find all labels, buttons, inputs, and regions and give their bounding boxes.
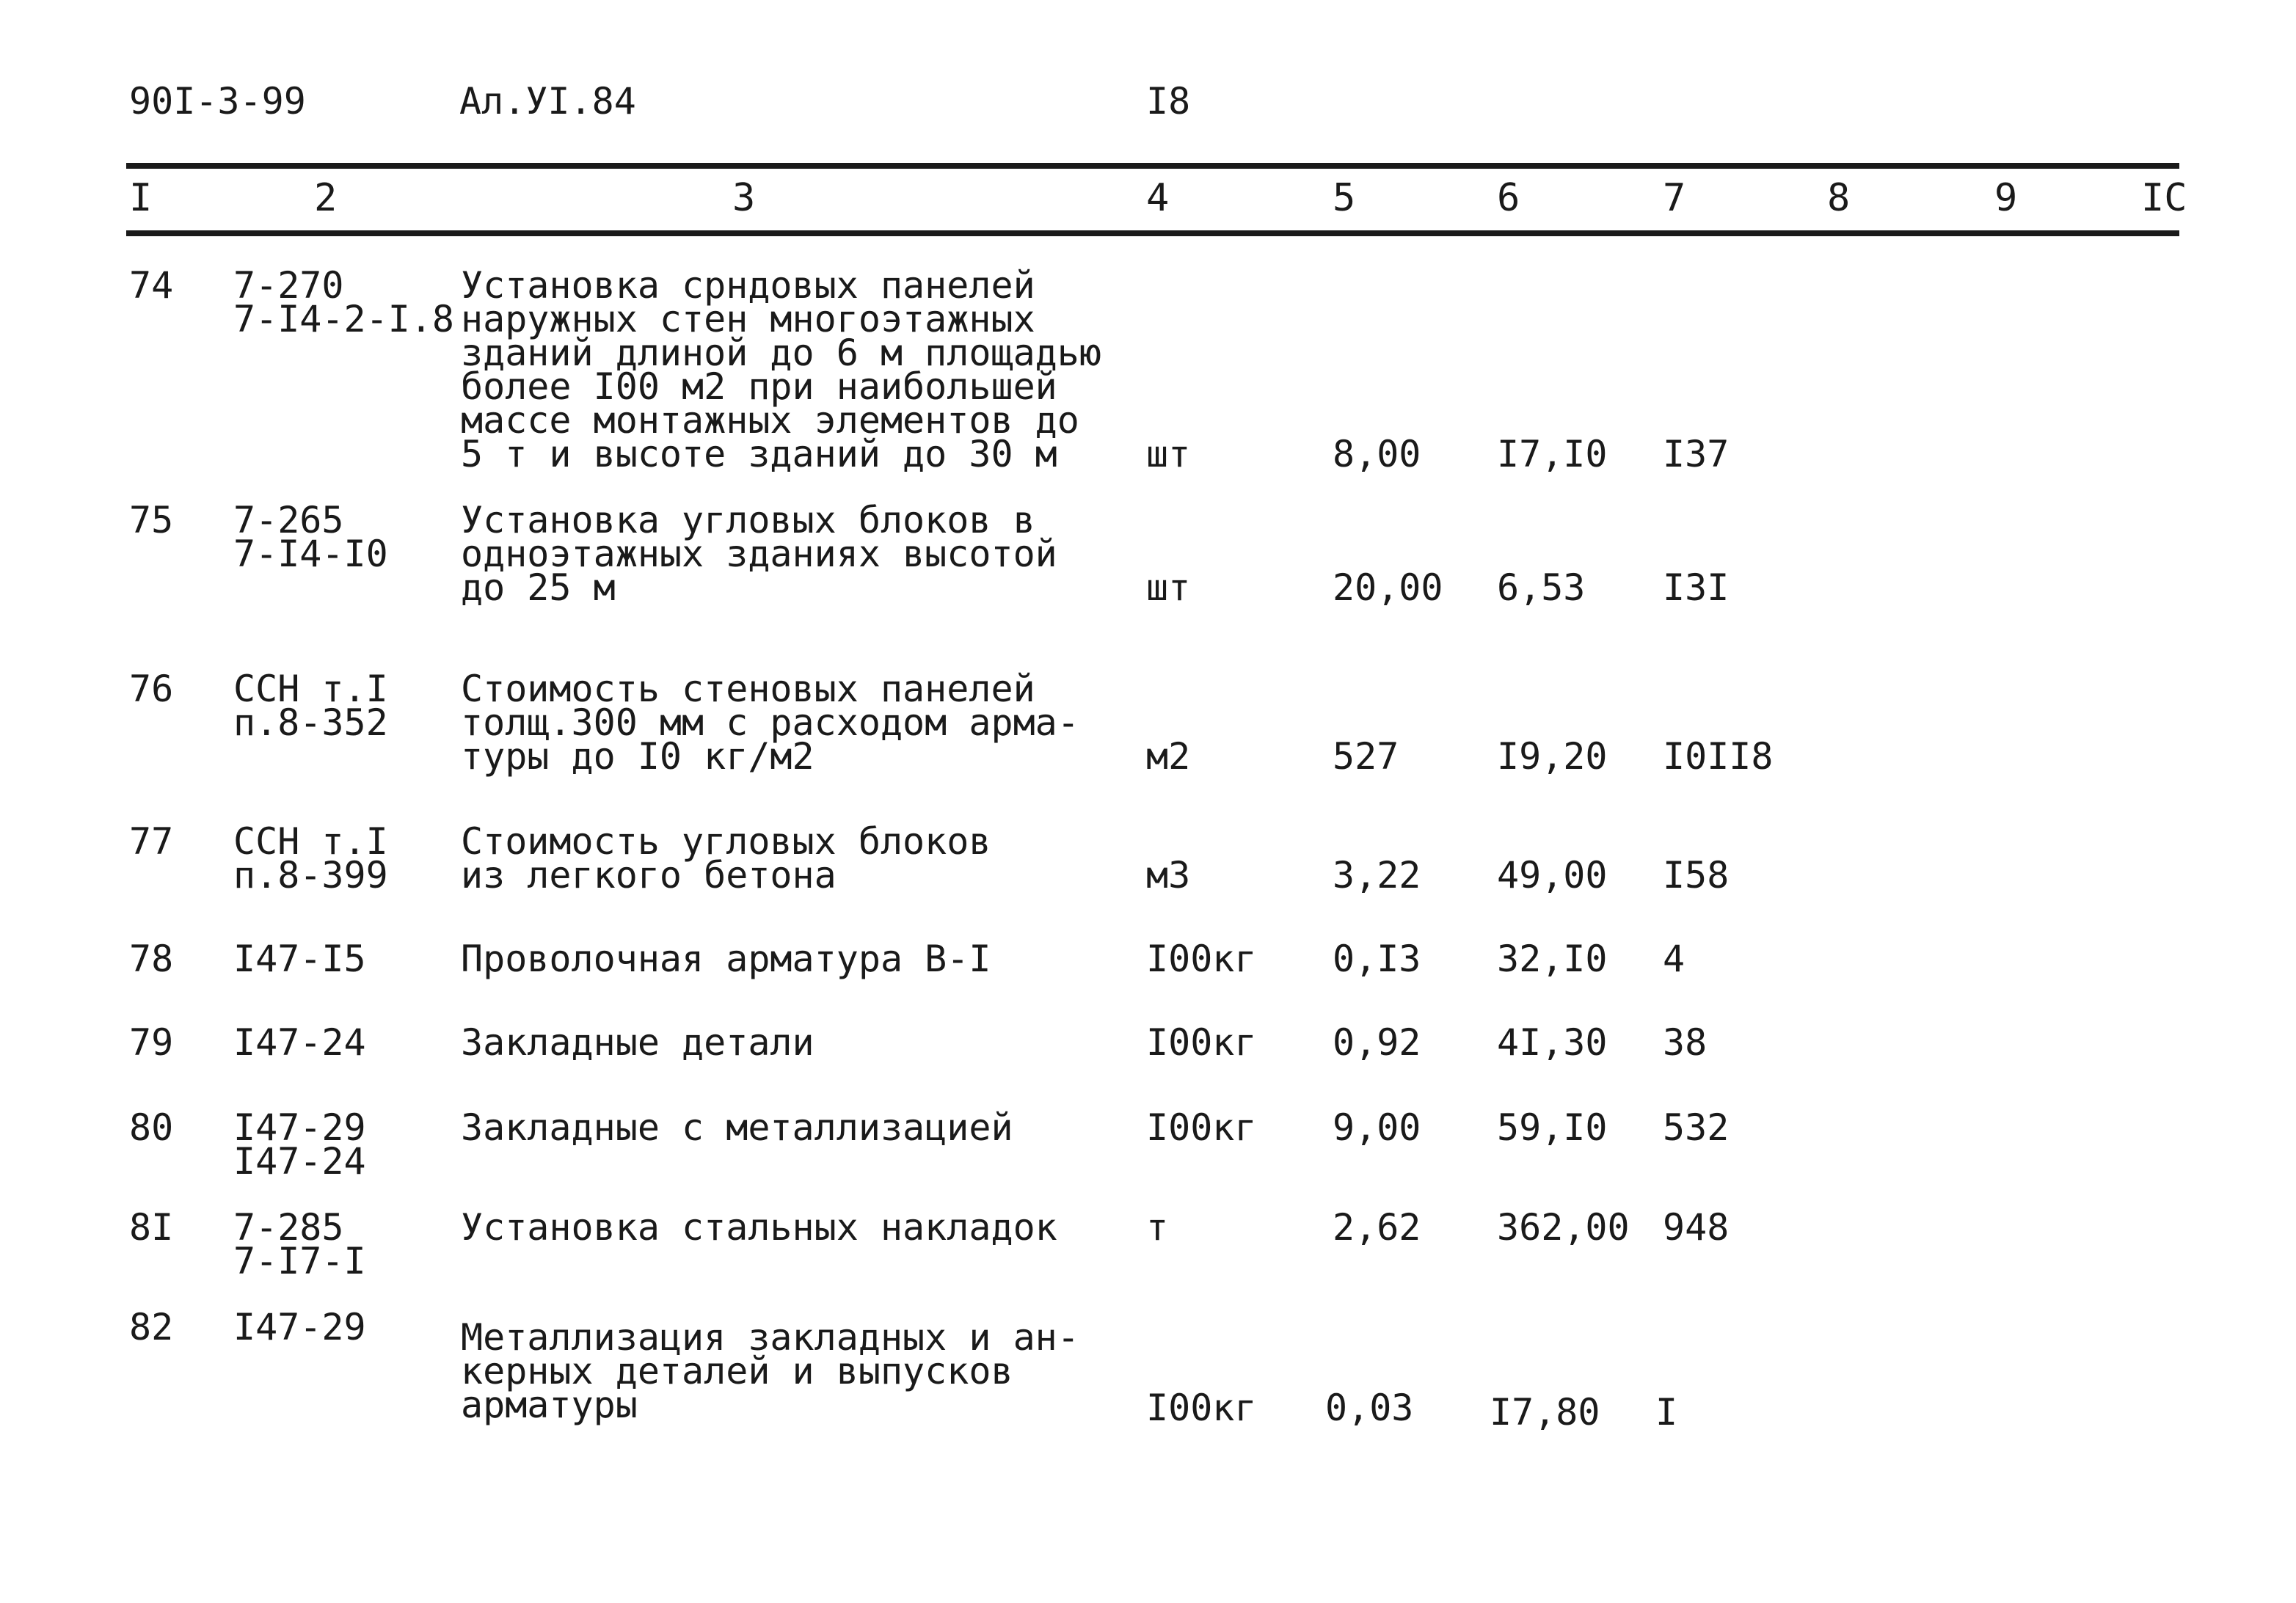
column-number: 2 — [314, 176, 338, 220]
quantity: 2,62 — [1333, 1206, 1421, 1249]
unit: шт — [1146, 566, 1191, 609]
work-description — [461, 1316, 1121, 1426]
description-line: керных деталей и выпусков — [461, 1350, 1013, 1392]
description-line: Проволочная арматура В-I — [461, 938, 991, 980]
column-number: 5 — [1333, 176, 1356, 220]
description-line: Стоимость стеновых панелей — [461, 668, 1035, 710]
quantity: 0,92 — [1333, 1021, 1421, 1064]
rate-code-line: п.8-352 — [233, 701, 388, 744]
row-number: 78 — [129, 938, 174, 980]
column-number: IC — [2141, 176, 2187, 220]
rate-code — [233, 938, 366, 980]
unit-price: 49,00 — [1497, 854, 1608, 897]
column-number: 4 — [1146, 176, 1170, 220]
column-number: 6 — [1497, 176, 1520, 220]
total-cost: 532 — [1663, 1106, 1730, 1149]
rate-code — [233, 1306, 366, 1348]
row-number: 77 — [129, 820, 174, 863]
work-description — [461, 668, 1121, 778]
unit-price: 6,53 — [1497, 566, 1586, 609]
unit: м3 — [1146, 854, 1191, 897]
description-line: массе монтажных элементов до — [461, 399, 1079, 442]
total-cost: 4 — [1663, 938, 1685, 980]
description-line: Стоимость угловых блоков — [461, 820, 991, 863]
description-line: Установка стальных накладок — [461, 1206, 1057, 1249]
quantity: 0,03 — [1325, 1387, 1414, 1429]
total-cost: I37 — [1663, 433, 1730, 475]
unit: I00кг — [1146, 1021, 1257, 1064]
description-line: 5 т и высоте зданий до 30 м — [461, 433, 1057, 475]
unit-price: 32,I0 — [1497, 938, 1608, 980]
quantity: 3,22 — [1333, 854, 1421, 897]
rate-code-line: 7-270 — [233, 264, 344, 307]
rate-code-line: ССН т.I — [233, 668, 388, 710]
row-number: 82 — [129, 1306, 174, 1348]
work-description — [461, 820, 1121, 897]
album-number: Ал.УI.84 — [459, 80, 636, 123]
unit: I00кг — [1146, 1387, 1257, 1429]
total-cost: I3I — [1663, 566, 1730, 609]
rate-code-line: 7-I4-2-I.8 — [233, 298, 455, 340]
quantity: 9,00 — [1333, 1106, 1421, 1149]
rate-code-line: 7-285 — [233, 1206, 344, 1249]
description-line: толщ.300 мм с расходом арма- — [461, 701, 1079, 744]
rate-code — [233, 1106, 366, 1183]
rate-code-line: I47-29 — [233, 1306, 366, 1348]
rate-code-line: I47-24 — [233, 1021, 366, 1064]
column-number: 8 — [1827, 176, 1851, 220]
rate-code-line: 7-I7-I — [233, 1240, 366, 1282]
row-number: 79 — [129, 1021, 174, 1064]
total-cost: I — [1655, 1391, 1678, 1434]
rate-code-line: 7-265 — [233, 499, 344, 541]
rate-code-line: I47-I5 — [233, 938, 366, 980]
total-cost: 948 — [1663, 1206, 1730, 1249]
work-description — [461, 1021, 1121, 1064]
total-cost: I58 — [1663, 854, 1730, 897]
total-cost: I0II8 — [1663, 735, 1774, 778]
header-bottom-rule — [126, 230, 2179, 236]
description-line: Металлизация закладных и ан- — [461, 1316, 1079, 1359]
description-line: до 25 м — [461, 566, 616, 609]
description-line: более I00 м2 при наибольшей — [461, 365, 1057, 408]
rate-code-line: I47-29 — [233, 1106, 366, 1149]
unit: т — [1146, 1206, 1169, 1249]
unit: шт — [1146, 433, 1191, 475]
description-line: из легкого бетона — [461, 854, 837, 897]
rate-code-line: п.8-399 — [233, 854, 388, 897]
description-line: Установка угловых блоков в — [461, 499, 1035, 541]
description-line: Закладные с металлизацией — [461, 1106, 1013, 1149]
unit: I00кг — [1146, 1106, 1257, 1149]
work-description — [461, 1206, 1121, 1249]
row-number: 75 — [129, 499, 174, 541]
unit-price: 4I,30 — [1497, 1021, 1608, 1064]
rate-code-line: I47-24 — [233, 1140, 366, 1183]
column-number: 3 — [732, 176, 756, 220]
unit-price: I7,I0 — [1497, 433, 1608, 475]
column-number: I — [129, 176, 153, 220]
rate-code — [233, 264, 455, 340]
description-line: туры до I0 кг/м2 — [461, 735, 814, 778]
page-number: I8 — [1146, 80, 1191, 123]
rate-code — [233, 1021, 366, 1064]
unit-price: I7,80 — [1490, 1391, 1600, 1434]
work-description — [461, 499, 1121, 609]
work-description — [461, 1106, 1121, 1149]
document-code: 90I-3-99 — [129, 80, 306, 123]
column-number: 7 — [1663, 176, 1686, 220]
rate-code — [233, 499, 388, 575]
work-description — [461, 938, 1121, 980]
description-line: Установка срндовых панелей — [461, 264, 1035, 307]
unit: I00кг — [1146, 938, 1257, 980]
work-description — [461, 264, 1121, 475]
quantity: 0,I3 — [1333, 938, 1421, 980]
description-line: арматуры — [461, 1384, 638, 1426]
quantity: 527 — [1333, 735, 1399, 778]
quantity: 20,00 — [1333, 566, 1443, 609]
total-cost: 38 — [1663, 1021, 1708, 1064]
header-top-rule — [126, 163, 2179, 169]
quantity: 8,00 — [1333, 433, 1421, 475]
row-number: 8I — [129, 1206, 174, 1249]
description-line: наружных стен многоэтажных — [461, 298, 1035, 340]
unit-price: 59,I0 — [1497, 1106, 1608, 1149]
unit: м2 — [1146, 735, 1191, 778]
row-number: 74 — [129, 264, 174, 307]
rate-code-line: 7-I4-I0 — [233, 533, 388, 575]
rate-code-line: ССН т.I — [233, 820, 388, 863]
row-number: 80 — [129, 1106, 174, 1149]
unit-price: I9,20 — [1497, 735, 1608, 778]
description-line: зданий длиной до 6 м площадью — [461, 332, 1101, 374]
rate-code — [233, 820, 388, 897]
rate-code — [233, 1206, 366, 1282]
description-line: одноэтажных зданиях высотой — [461, 533, 1057, 575]
column-number: 9 — [1994, 176, 2018, 220]
unit-price: 362,00 — [1497, 1206, 1630, 1249]
row-number: 76 — [129, 668, 174, 710]
rate-code — [233, 668, 388, 744]
description-line: Закладные детали — [461, 1021, 814, 1064]
